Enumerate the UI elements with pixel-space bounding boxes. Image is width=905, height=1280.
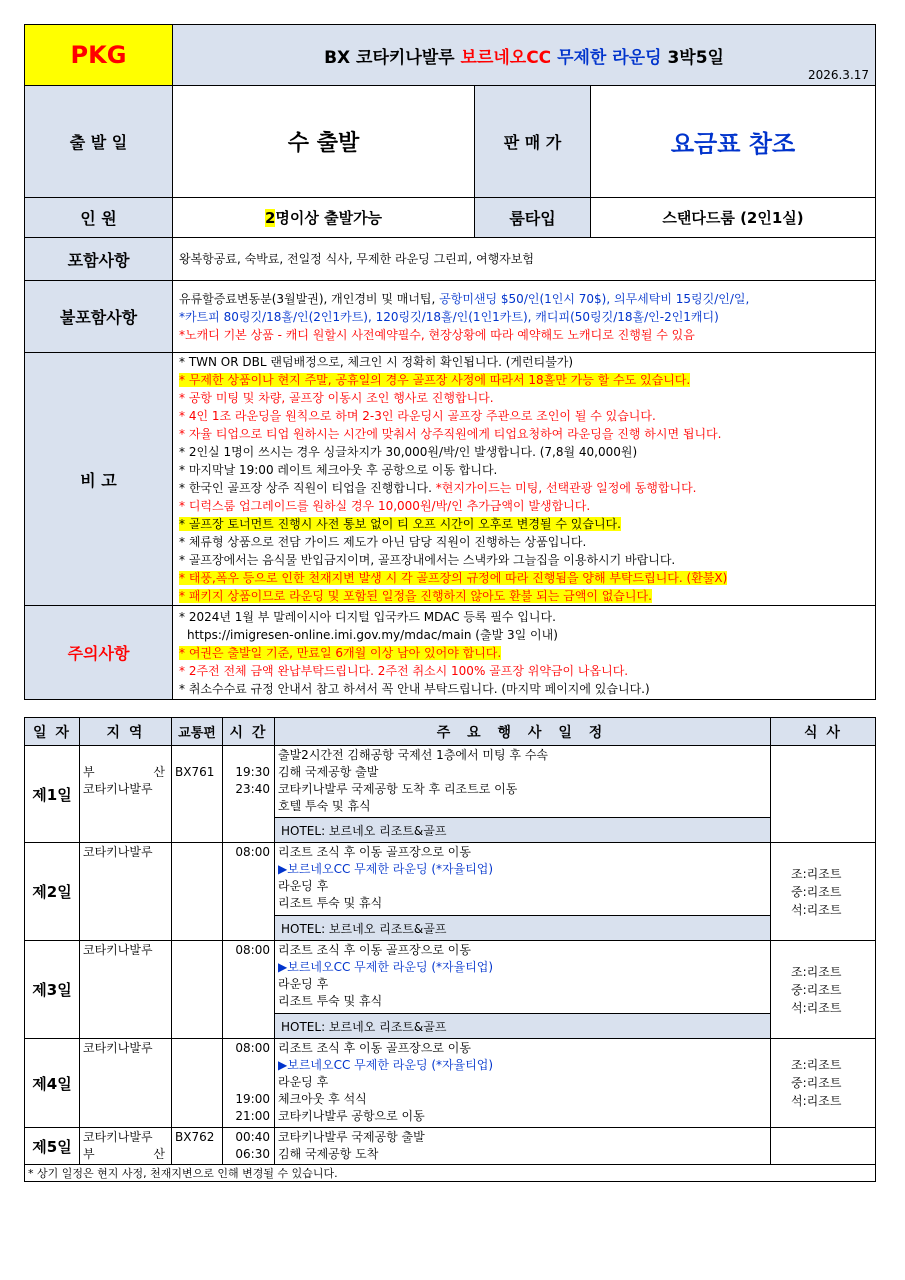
flight-number	[172, 941, 223, 1039]
day-region: 코타키나발루	[80, 941, 172, 1039]
day-region: 부 산 코타키나발루	[80, 746, 172, 843]
flight-number: BX761	[172, 746, 223, 843]
pkg-label: PKG	[25, 25, 173, 86]
package-info-table	[24, 24, 876, 700]
excluded-value: 유류할증료변동분(3월발권), 개인경비 및 매너팁, 공항미샌딩 $50/인(1인시 70$), 의무세탁비 15링깃/인/일, *카트피 80링깃/18홀/인(2인1카트), 120링깃/18홀/인(1인1카트), 캐디피(50링깃/18홀/인-2인1캐디) *노캐디 기본 상품 - 캐디 원할시 사전예약필수, 현장상황에 따라 예약해도 노캐디로 진행될 수 있음	[173, 281, 876, 353]
day-times: 08:00	[223, 843, 275, 941]
caution-label: 주의사항	[25, 606, 173, 700]
package-title: BX 코타키나발루 보르네오CC 무제한 라운딩 3박5일 2026.3.17	[173, 25, 876, 86]
note-item: * 골프장에서는 음식물 반입금지이며, 골프장내에서는 스낵카와 그늘집을 이용하시기 바랍니다.	[179, 553, 676, 567]
room-value: 스탠다드룸 (2인1실)	[591, 198, 876, 238]
day-label: 제3일	[25, 941, 80, 1039]
day-activities: 리조트 조식 후 이동 골프장으로 이동 ▶보르네오CC 무제한 라운딩 (*자율티업) 라운딩 후 리조트 투숙 및 휴식	[275, 843, 771, 916]
note-item: * 패키지 상품이므로 라운딩 및 포함된 일정을 진행하지 않아도 환불 되는 금액이 없습니다.	[179, 589, 652, 603]
notes-list	[173, 353, 876, 606]
note-item: * TWN OR DBL 랜덤배정으로, 체크인 시 정확히 확인됩니다. (게런티불가)	[179, 355, 574, 369]
notes-label: 비 고	[25, 353, 173, 606]
day-activities: 출발2시간전 김해공항 국제선 1층에서 미팅 후 수속 김해 국제공항 출발 코타키나발루 국제공항 도착 후 리조트로 이동 호텔 투숙 및 휴식	[275, 746, 771, 818]
people-label: 인 원	[25, 198, 173, 238]
col-header-transport: 교통편	[172, 718, 223, 746]
depart-label: 출 발 일	[25, 86, 173, 198]
day-region: 코타키나발루 부 산	[80, 1128, 172, 1165]
day-meals: 조:리조트 중:리조트 석:리조트	[771, 843, 876, 941]
day-times: 19:30 23:40	[223, 746, 275, 843]
col-header-schedule: 주 요 행 사 일 정	[275, 718, 771, 746]
price-label: 판 매 가	[475, 86, 591, 198]
document-date: 2026.3.17	[807, 68, 870, 82]
people-value: 2명이상 출발가능	[173, 198, 475, 238]
caution-list	[173, 606, 876, 700]
day-meals: 조:리조트 중:리조트 석:리조트	[771, 1039, 876, 1128]
col-header-region: 지 역	[80, 718, 172, 746]
note-item: * 마지막날 19:00 레이트 체크아웃 후 공항으로 이동 합니다.	[179, 463, 498, 477]
note-item: * 태풍,폭우 등으로 인한 천재지변 발생 시 각 골프장의 규정에 따라 진행됨을 양해 부탁드립니다. (환불X)	[179, 571, 728, 585]
caution-item: * 여권은 출발일 기준, 만료일 6개월 이상 남아 있어야 합니다.	[179, 645, 502, 660]
day-meals	[771, 1128, 876, 1165]
day-times: 08:00	[223, 941, 275, 1039]
day-activities: 리조트 조식 후 이동 골프장으로 이동 ▶보르네오CC 무제한 라운딩 (*자율티업) 라운딩 후 체크아웃 후 석식 코타키나발루 공항으로 이동	[275, 1039, 771, 1128]
included-value: 왕복항공료, 숙박료, 전일정 식사, 무제한 라운딩 그린피, 여행자보험	[173, 238, 876, 281]
hotel-row: HOTEL: 보르네오 리조트&골프	[275, 1014, 771, 1039]
note-item: * 공항 미팅 및 차량, 골프장 이동시 조인 행사로 진행합니다.	[179, 391, 494, 405]
note-item: * 한국인 골프장 상주 직원이 티업을 진행합니다. *현지가이드는 미팅, 선택관광 일정에 동행합니다.	[179, 481, 697, 495]
day-activities: 리조트 조식 후 이동 골프장으로 이동 ▶보르네오CC 무제한 라운딩 (*자율티업) 라운딩 후 리조트 투숙 및 휴식	[275, 941, 771, 1014]
itinerary-table	[24, 717, 876, 1182]
day-region: 코타키나발루	[80, 843, 172, 941]
excluded-label: 불포함사항	[25, 281, 173, 353]
note-item: * 4인 1조 라운딩을 원칙으로 하며 2-3인 라운딩시 골프장 주관으로 조인이 될 수 있습니다.	[179, 409, 656, 423]
schedule-footnote: * 상기 일정은 현지 사정, 천재지변으로 인해 변경될 수 있습니다.	[25, 1165, 876, 1182]
day-meals	[771, 746, 876, 843]
included-label: 포함사항	[25, 238, 173, 281]
day-label: 제1일	[25, 746, 80, 843]
depart-value: 수 출발	[173, 86, 475, 198]
day-times: 08:00 19:00 21:00	[223, 1039, 275, 1128]
flight-number	[172, 1039, 223, 1128]
caution-item: * 취소수수료 규정 안내서 참고 하셔서 꼭 안내 부탁드립니다. (마지막 페이지에 있습니다.)	[179, 681, 650, 696]
day-region: 코타키나발루	[80, 1039, 172, 1128]
note-item: * 디럭스룸 업그레이드를 원하실 경우 10,000원/박/인 추가금액이 발생합니다.	[179, 499, 591, 513]
col-header-meal: 식 사	[771, 718, 876, 746]
mdac-url: https://imigresen-online.imi.gov.my/mdac/main (출발 3일 이내)	[187, 627, 558, 642]
note-item: * 무제한 상품이나 현지 주말, 공휴일의 경우 골프장 사정에 따라서 18홀만 가능 할 수도 있습니다.	[179, 373, 691, 387]
room-label: 룸타입	[475, 198, 591, 238]
caution-item: * 2주전 전체 금액 완납부탁드립니다. 2주전 취소시 100% 골프장 위약금이 나옵니다.	[179, 663, 629, 678]
day-label: 제5일	[25, 1128, 80, 1165]
note-item: * 자율 티업으로 티업 원하시는 시간에 맞춰서 상주직원에게 티업요청하여 라운딩을 진행 하시면 됩니다.	[179, 427, 722, 441]
flight-number: BX762	[172, 1128, 223, 1165]
hotel-row: HOTEL: 보르네오 리조트&골프	[275, 916, 771, 941]
hotel-row: HOTEL: 보르네오 리조트&골프	[275, 818, 771, 843]
day-meals: 조:리조트 중:리조트 석:리조트	[771, 941, 876, 1039]
day-times: 00:40 06:30	[223, 1128, 275, 1165]
note-item: * 체류형 상품으로 전담 가이드 제도가 아닌 담당 직원이 진행하는 상품입니다.	[179, 535, 587, 549]
flight-number	[172, 843, 223, 941]
day-activities: 코타키나발루 국제공항 출발 김해 국제공항 도착	[275, 1128, 771, 1165]
price-value: 요금표 참조	[591, 86, 876, 198]
day-label: 제2일	[25, 843, 80, 941]
note-item: * 2인실 1명이 쓰시는 경우 싱글차지가 30,000원/박/인 발생합니다. (7,8월 40,000원)	[179, 445, 638, 459]
col-header-time: 시 간	[223, 718, 275, 746]
note-item: * 골프장 토너먼트 진행시 사전 통보 없이 티 오프 시간이 오후로 변경될 수 있습니다.	[179, 517, 621, 531]
caution-item: * 2024년 1월 부 말레이시아 디지털 입국카드 MDAC 등록 필수 입니다.	[179, 609, 556, 624]
day-label: 제4일	[25, 1039, 80, 1128]
col-header-day: 일 자	[25, 718, 80, 746]
